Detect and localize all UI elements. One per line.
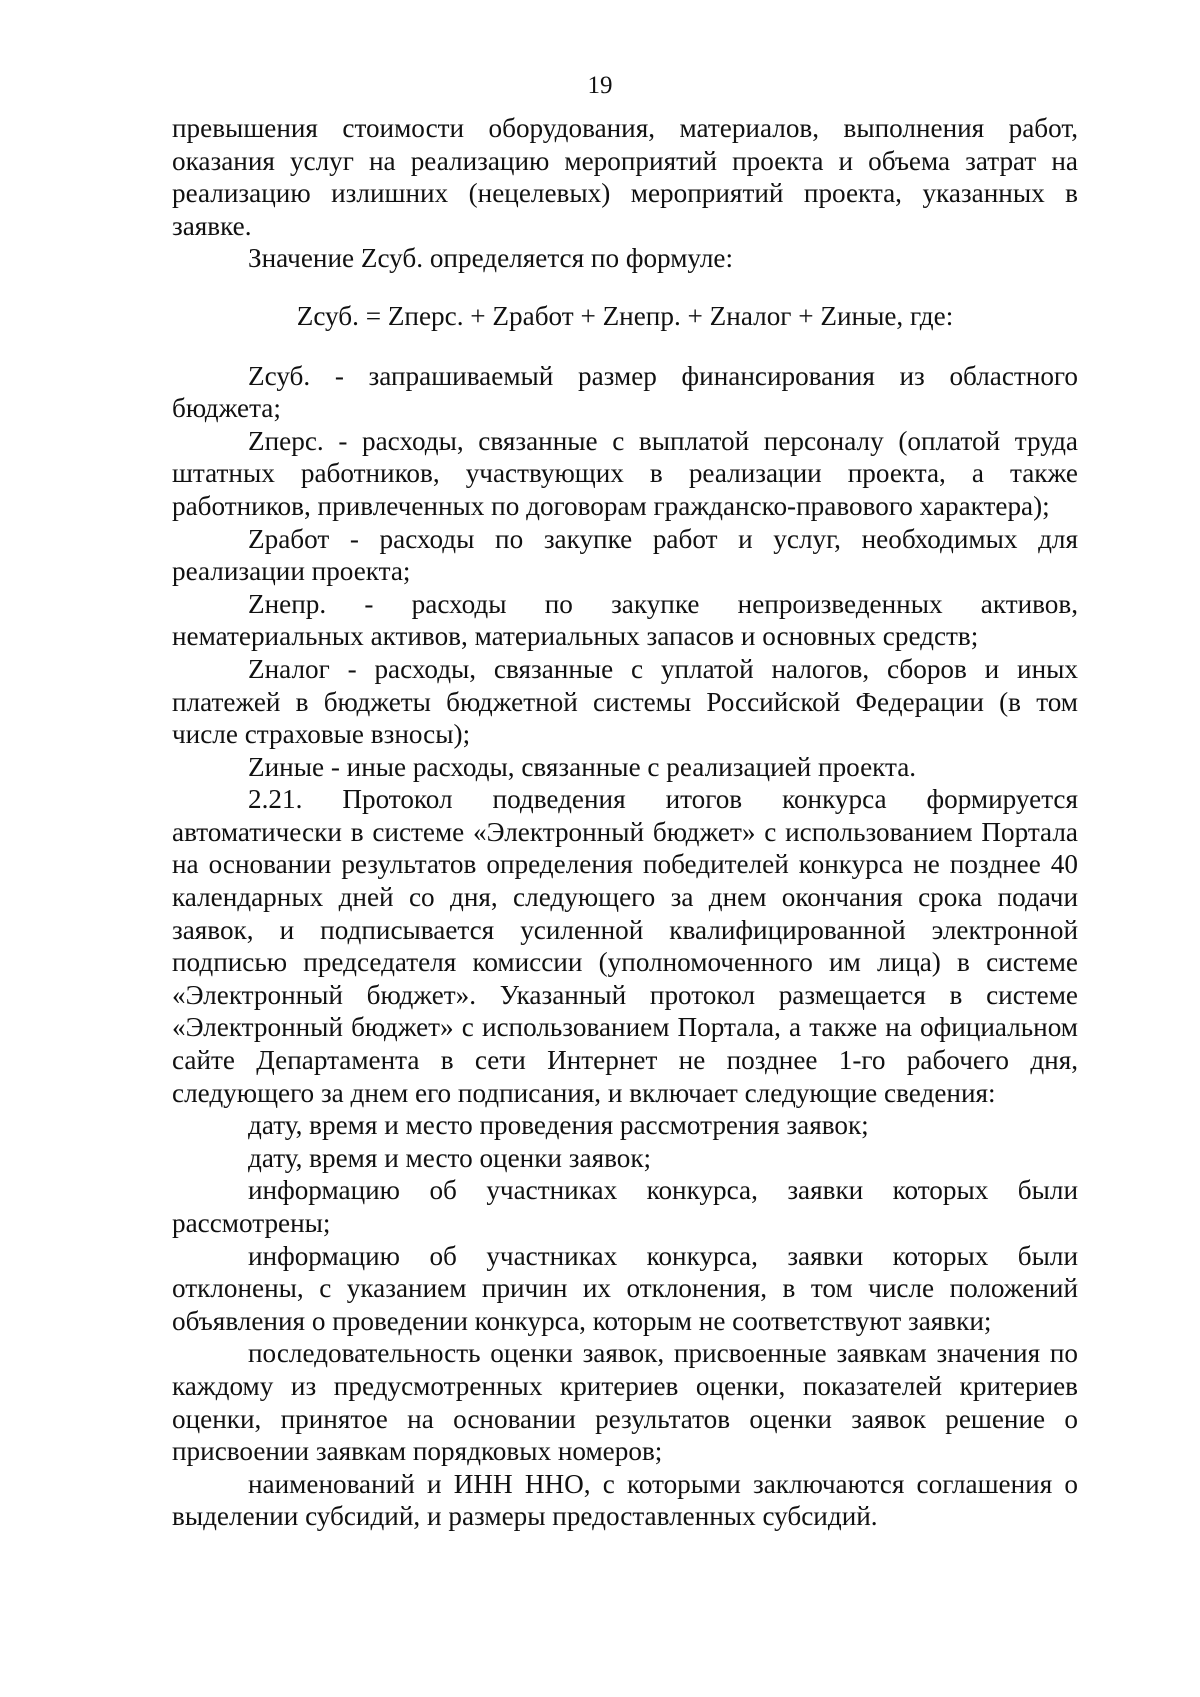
list-item: дату, время и место проведения рассмотрения заявок; [248, 1110, 869, 1141]
list-item: последовательность оценки заявок, присвоенные заявкам значения по каждому из предусмотренных критериев оценки, показателей критериев оценки, принятое на основании результатов оценки заявок решение о присвоении заявкам порядковых номеров; [172, 1338, 1078, 1467]
definition-zinye: Zиные - иные расходы, связанные с реализацией проекта. [248, 751, 917, 782]
definition-zrabot: Zработ - расходы по закупке работ и услуг, необходимых для реализации проекта; [172, 523, 1078, 587]
paragraph-formula-intro: Значение Zсуб. определяется по формуле: [248, 243, 734, 274]
paragraph-intro: превышения стоимости оборудования, материалов, выполнения работ, оказания услуг на реализацию мероприятий проекта и объема затрат на реализацию излишних (нецелевых) мероприятий проекта, указанных в заявке. [172, 113, 1078, 241]
list-item: наименований и ИНН ННО, с которыми заключаются соглашения о выделении субсидий, и размеры предоставленных субсидий. [172, 1468, 1078, 1532]
definition-znalog: Zналог - расходы, связанные с уплатой налогов, сборов и иных платежей в бюджеты бюджетной системы Российской Федерации (в том числе страховые взносы); [172, 653, 1078, 750]
clause-2-21: 2.21. Протокол подведения итогов конкурса формируется автоматически в системе «Электронный бюджет» с использованием Портала на основании результатов определения победителей конкурса не позднее 40 календарных дней со дня, следующего за днем окончания срока подачи заявок, и подписывается усиленной квалифицированной электронной подписью председателя комиссии (уполномоченного им лица) в системе «Электронный бюджет». Указанный протокол размещается в системе «Электронный бюджет» с использованием Портала, а также на официальном сайте Департамента в сети Интернет не позднее 1-го рабочего дня, следующего за днем его подписания, и включает следующие сведения: [172, 784, 1078, 1108]
list-item: информацию об участниках конкурса, заявки которых были отклонены, с указанием причин их отклонения, в том числе положений объявления о проведении конкурса, которым не соответствуют заявки; [172, 1240, 1078, 1336]
list-item: дату, время и место оценки заявок; [248, 1142, 652, 1173]
definition-zpers: Zперс. - расходы, связанные с выплатой персоналу (оплатой труда штатных работников, участвующих в реализации проекта, а также работников, привлеченных по договорам гражданско-правового характера); [172, 425, 1078, 521]
definition-zsub: Zсуб. - запрашиваемый размер финансирования из областного бюджета; [172, 360, 1078, 424]
page-number: 19 [587, 72, 613, 99]
document-body [172, 112, 1078, 1533]
formula: Zсуб. = Zперс. + Zработ + Zнепр. + Zналог + Zиные, где: [296, 300, 954, 331]
list-item: информацию об участниках конкурса, заявки которых были рассмотрены; [172, 1175, 1078, 1238]
definition-znepr: Zнепр. - расходы по закупке непроизведенных активов, нематериальных активов, материальных запасов и основных средств; [172, 588, 1078, 652]
